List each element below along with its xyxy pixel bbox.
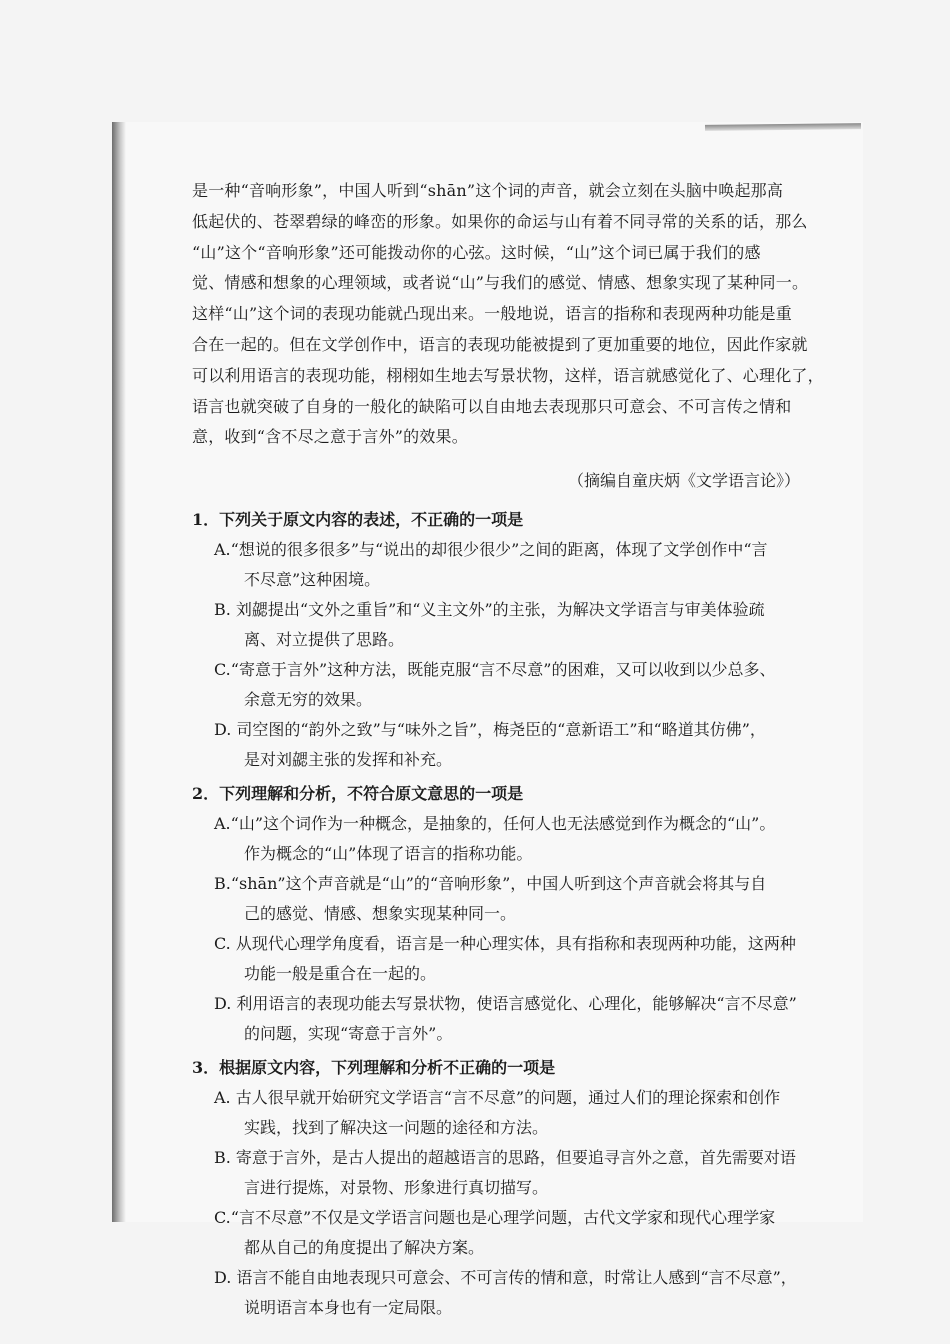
option-a: [214, 809, 802, 869]
option-d: [214, 989, 802, 1049]
option-line: 己的感觉、情感、想象实现某种同一。: [244, 904, 517, 924]
option-line: 说明语言本身也有一定局限。: [244, 1298, 453, 1318]
option-b: [214, 595, 802, 655]
passage-line: 低起伏的、苍翠碧绿的峰峦的形象。如果你的命运与山有着不同寻常的关系的话，那么: [192, 211, 808, 231]
source-citation: （摘编自童庆炳《文学语言论》）: [567, 471, 800, 491]
document-body: [192, 176, 824, 1323]
passage: [192, 176, 824, 453]
passage-line: 合在一起的。但在文学创作中，语言的表现功能被提到了更加重要的地位，因此作家就: [192, 334, 808, 354]
scan-shadow: [112, 122, 126, 1222]
option-line: 离、对立提供了思路。: [244, 630, 405, 650]
option-b: [214, 869, 802, 929]
option-line: B.“shān”这个声音就是“山”的“音响形象”，中国人听到这个声音就会将其与自: [214, 874, 767, 894]
option-line: 实践，找到了解决这一问题的途径和方法。: [244, 1118, 549, 1138]
passage-line: 觉、情感和想象的心理领域，或者说“山”与我们的感觉、情感、想象实现了某种同一。: [192, 273, 809, 293]
option-line: 的问题，实现“寄意于言外”。: [244, 1024, 453, 1044]
option-line: 都从自己的角度提出了解决方案。: [244, 1238, 485, 1258]
option-line: 余意无穷的效果。: [244, 690, 373, 710]
question-3: [192, 1053, 802, 1323]
passage-line: “山”这个“音响形象”还可能拨动你的心弦。这时候，“山”这个词已属于我们的感: [192, 242, 761, 262]
option-line: 作为概念的“山”体现了语言的指称功能。: [244, 844, 533, 864]
option-c: [214, 1203, 802, 1263]
option-line: 不尽意”这种困境。: [244, 570, 381, 590]
question-stem: 3．根据原文内容，下列理解和分析不正确的一项是: [192, 1058, 556, 1078]
option-line: 言进行提炼，对景物、形象进行真切描写。: [244, 1178, 549, 1198]
passage-line: 是一种“音响形象”，中国人听到“shān”这个词的声音，就会立刻在头脑中唤起那高: [192, 181, 784, 200]
option-line: A. 古人很早就开始研究文学语言“言不尽意”的问题，通过人们的理论探索和创作: [214, 1088, 781, 1108]
option-d: [214, 1263, 802, 1323]
option-line: C.“寄意于言外”这种方法，既能克服“言不尽意”的困难，又可以收到以少总多、: [214, 660, 776, 680]
option-line: 是对刘勰主张的发挥和补充。: [244, 750, 453, 770]
passage-line: 可以利用语言的表现功能，栩栩如生地去写景状物，这样，语言就感觉化了、心理化了，: [192, 365, 824, 385]
option-line: B. 刘勰提出“文外之重旨”和“义主文外”的主张，为解决文学语言与审美体验疏: [214, 600, 765, 620]
option-line: D. 司空图的“韵外之致”与“味外之旨”，梅尧臣的“意新语工”和“略道其仿佛”，: [214, 720, 766, 740]
option-a: [214, 1083, 802, 1143]
option-c: [214, 655, 802, 715]
option-line: A.“想说的很多很多”与“说出的却很少很少”之间的距离，体现了文学创作中“言: [214, 540, 768, 560]
option-line: C.“言不尽意”不仅是文学语言问题也是心理学问题，古代文学家和现代心理学家: [214, 1208, 776, 1228]
option-b: [214, 1143, 802, 1203]
question-stem: 2．下列理解和分析，不符合原文意思的一项是: [192, 784, 524, 804]
question-2: [192, 779, 802, 1049]
option-c: [214, 929, 802, 989]
option-line: C. 从现代心理学角度看，语言是一种心理实体，具有指称和表现两种功能，这两种: [214, 934, 796, 954]
question-1: [192, 505, 802, 775]
passage-line: 意，收到“含不尽之意于言外”的效果。: [192, 427, 468, 447]
option-a: [214, 535, 802, 595]
option-line: D. 利用语言的表现功能去写景状物，使语言感觉化、心理化，能够解决“言不尽意”: [214, 994, 797, 1014]
option-d: [214, 715, 802, 775]
option-line: 功能一般是重合在一起的。: [244, 964, 437, 984]
passage-line: 语言也就突破了自身的一般化的缺陷可以自由地去表现那只可意会、不可言传之情和: [192, 396, 792, 416]
question-stem: 1．下列关于原文内容的表述，不正确的一项是: [192, 510, 524, 530]
passage-line: 这样“山”这个词的表现功能就凸现出来。一般地说，语言的指称和表现两种功能是重: [192, 304, 792, 324]
option-line: D. 语言不能自由地表现只可意会、不可言传的情和意，时常让人感到“言不尽意”，: [214, 1268, 797, 1288]
option-line: A.“山”这个词作为一种概念，是抽象的，任何人也无法感觉到作为概念的“山”。: [214, 814, 776, 834]
option-line: B. 寄意于言外，是古人提出的超越语言的思路，但要追寻言外之意，首先需要对语: [214, 1148, 796, 1168]
